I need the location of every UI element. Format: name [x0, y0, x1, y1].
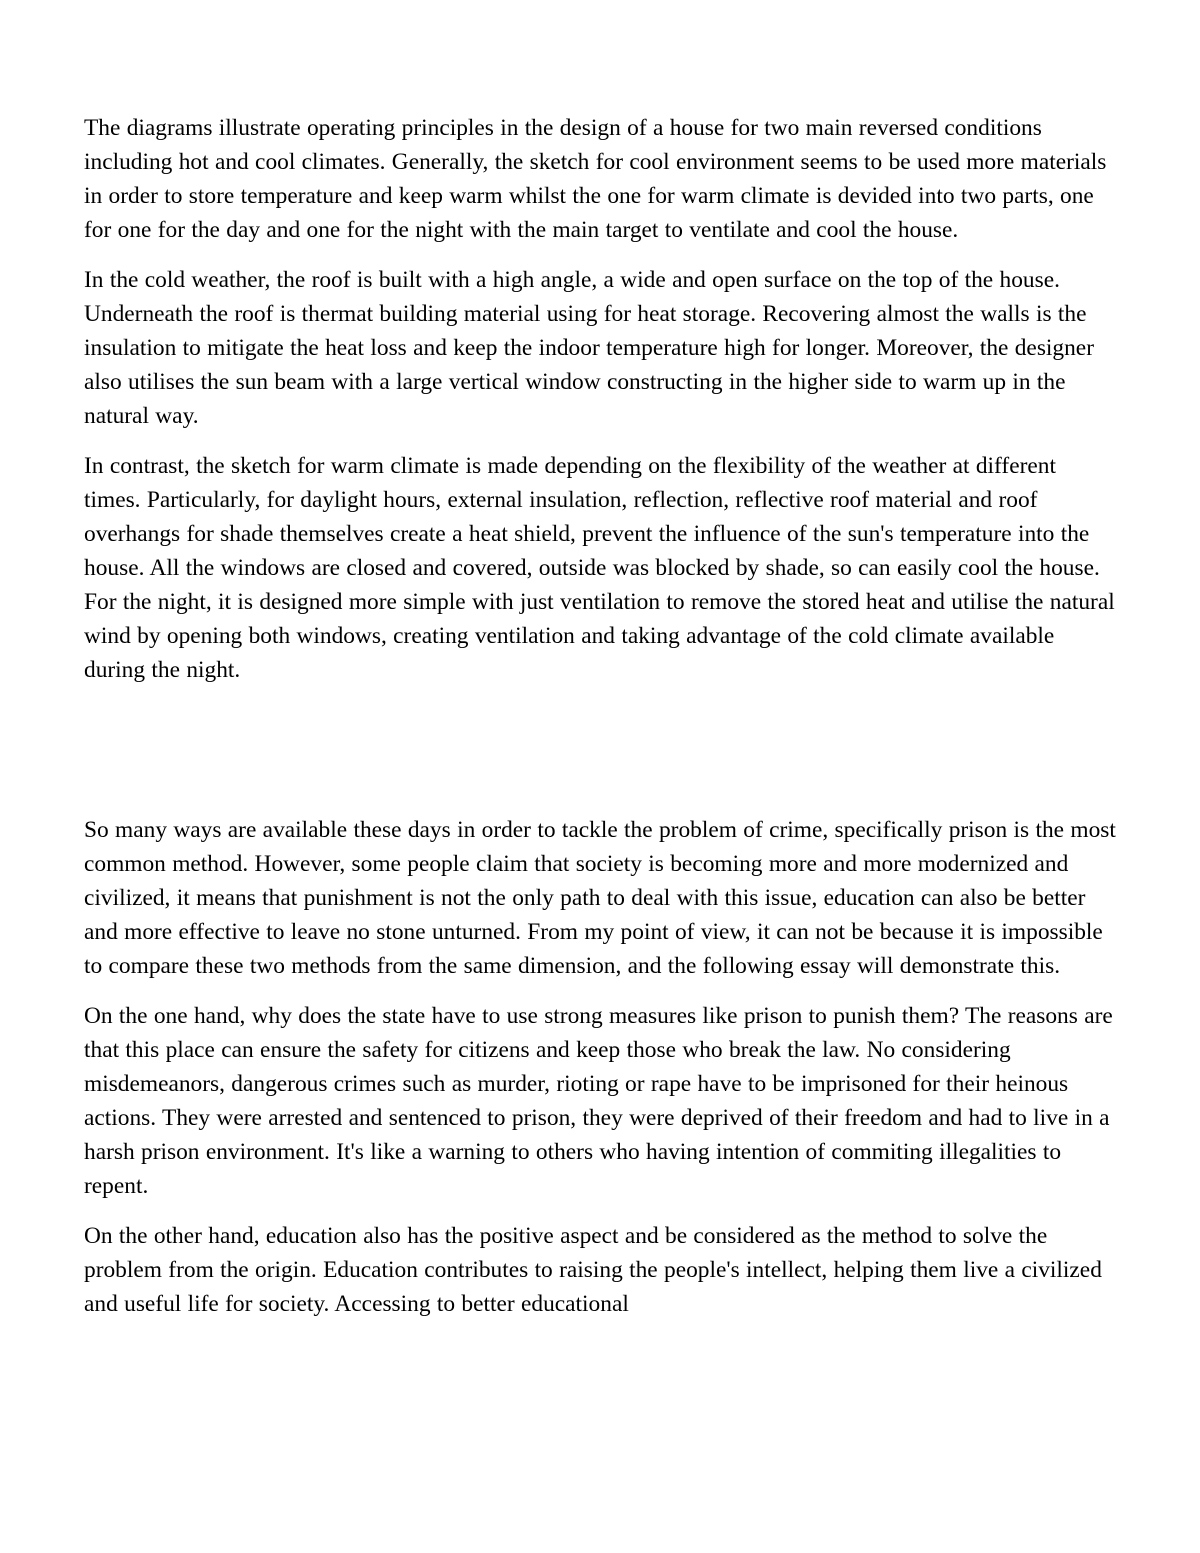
essay-paragraph-education: On the other hand, education also has the positive aspect and be considered as the method to solve the problem from the origin. Education contributes to raising the people's intellect, helping them live a civilized and useful life for society. Accessing to better educational — [84, 1223, 1102, 1317]
essay-section — [84, 813, 1116, 1321]
essay-paragraph-prison: On the one hand, why does the state have to use strong measures like prison to punish them? The reasons are that this place can ensure the safety for citizens and keep those who break the law. No considering misdemeanors, dangerous crimes such as murder, rioting or rape have to be imprisoned for their heinous actions. They were arrested and sentenced to prison, they were deprived of their freedom and had to live in a harsh prison environment. It's like a warning to others who having intention of commiting illegalities to repent. — [84, 1003, 1113, 1199]
report-paragraph-warm-climate: In contrast, the sketch for warm climate is made depending on the flexibility of the weather at different times. Particularly, for daylight hours, external insulation, reflection, reflective roof material and roof overhangs for shade themselves create a heat shield, prevent the influence of the sun's temperature into the house. All the windows are closed and covered, outside was blocked by shade, so can easily cool the house. For the night, it is designed more simple with just ventilation to remove the stored heat and utilise the natural wind by opening both windows, creating ventilation and taking advantage of the cold climate available during the night. — [84, 453, 1115, 683]
essay-paragraph-intro: So many ways are available these days in order to tackle the problem of crime, specifically prison is the most common method. However, some people claim that society is becoming more and more modernized and civilized, it means that punishment is not the only path to deal with this issue, education can also be better and more effective to leave no stone unturned. From my point of view, it can not be because it is impossible to compare these two methods from the same dimension, and the following essay will demonstrate this. — [84, 817, 1116, 979]
section-spacer — [84, 703, 1116, 813]
report-paragraph-intro: The diagrams illustrate operating principles in the design of a house for two main reversed conditions including hot and cool climates. Generally, the sketch for cool environment seems to be used more materials in order to store temperature and keep warm whilst the one for warm climate is devided into two parts, one for one for the day and one for the night with the main target to ventilate and cool the house. — [84, 115, 1107, 243]
report-section — [84, 111, 1116, 687]
report-paragraph-cold-climate: In the cold weather, the roof is built with a high angle, a wide and open surface on the top of the house. Underneath the roof is thermat building material using for heat storage. Recovering almost the walls is the insulation to mitigate the heat loss and keep the indoor temperature high for longer. Moreover, the designer also utilises the sun beam with a large vertical window constructing in the higher side to warm up in the natural way. — [84, 267, 1094, 429]
